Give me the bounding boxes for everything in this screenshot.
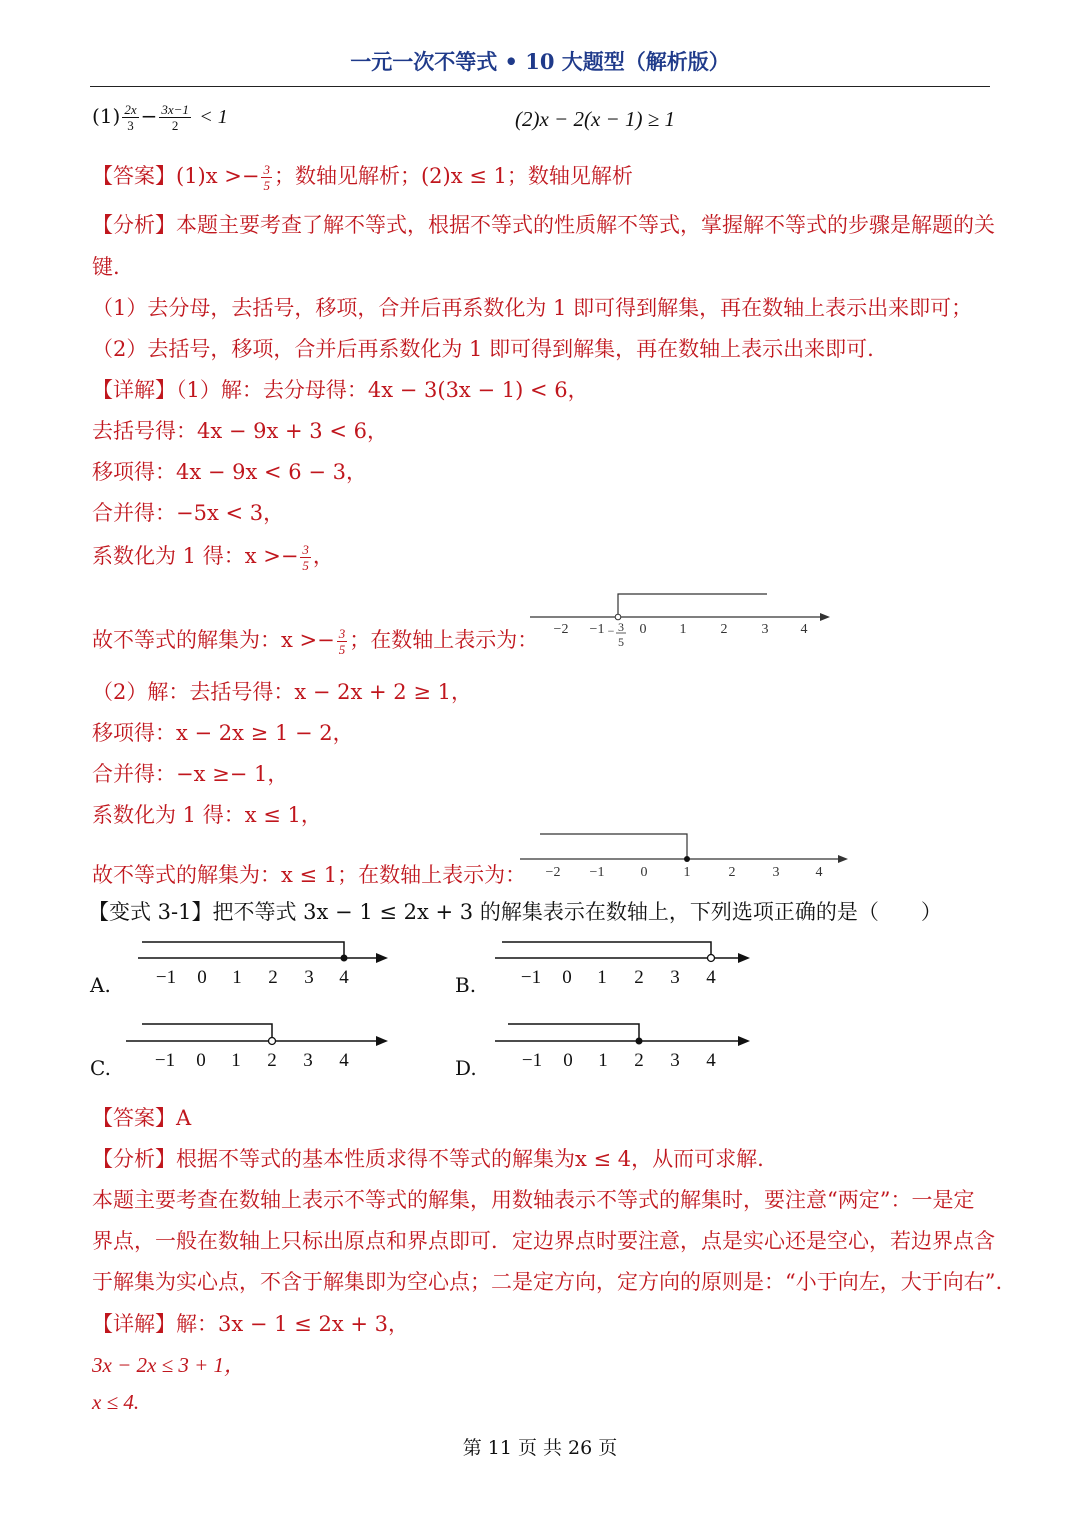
number-line-2-tick-label: 0 xyxy=(640,865,648,880)
option-b-tick-label: 1 xyxy=(597,967,607,988)
number-line-1-tick-label: 4 xyxy=(800,622,808,637)
option-d-arrow-icon xyxy=(738,1036,750,1046)
option-c[interactable] xyxy=(90,1018,400,1083)
problem-1-minus: − xyxy=(140,104,158,128)
answer-1-part-a: (1)x >− xyxy=(176,164,260,188)
detail-2-step-2: 3x − 2x ≤ 3 + 1， xyxy=(92,1353,246,1377)
number-line-2-solution-bracket xyxy=(540,834,687,857)
detail-1-step-5-comma: ， xyxy=(312,544,334,568)
answer-1-fraction: $\frac{3}{5}$ xyxy=(263,162,270,193)
analysis-2-text: 根据不等式的基本性质求得不等式的解集为x ≤ 4，从而可求解. xyxy=(176,1147,764,1171)
option-b-bracket xyxy=(502,942,711,954)
option-b-arrow-icon xyxy=(738,953,750,963)
analysis-1-line-1 xyxy=(92,209,995,239)
number-line-1-tick-label: −1 xyxy=(589,622,605,637)
option-b-tick-label: −1 xyxy=(520,967,542,988)
problem-1-rhs: < 1 xyxy=(199,106,228,128)
option-b[interactable] xyxy=(455,935,765,1000)
option-a-label: A. xyxy=(90,973,111,997)
option-d-tick-label: 2 xyxy=(634,1050,644,1071)
detail-2-step-1 xyxy=(92,1308,409,1338)
answer-1 xyxy=(92,160,633,192)
option-a-tick-label: 2 xyxy=(268,967,278,988)
option-a-tick-label: 0 xyxy=(197,967,207,988)
variant-question-text: 把不等式 3x − 1 ≤ 2x + 3 的解集表示在数轴上，下列选项正确的是（ ） xyxy=(212,900,942,924)
option-a-number-line xyxy=(130,935,395,995)
number-line-2-tick-label: −2 xyxy=(545,865,561,880)
detail-1-step-1-text: （1）解：去分母得：4x − 3(3x − 1) < 6， xyxy=(176,378,589,402)
number-line-1-tick-label: 0 xyxy=(639,622,647,637)
option-a-closed-point xyxy=(341,955,348,962)
detail-1-step-5 xyxy=(92,540,334,572)
number-line-1-tick-label: 2 xyxy=(720,622,728,637)
option-a-bracket xyxy=(142,942,344,956)
analysis-2-line-1 xyxy=(92,1143,764,1173)
number-line-2-arrow-icon xyxy=(838,855,848,863)
number-line-1-tick-label: 3 xyxy=(761,622,769,637)
option-c-open-point xyxy=(269,1038,276,1045)
number-line-2-tick-label: 2 xyxy=(728,865,736,880)
detail-1-step-6-text-b: ；在数轴上表示为： xyxy=(349,628,539,652)
option-b-number-line xyxy=(490,935,758,995)
variant-question xyxy=(88,896,942,926)
option-c-tick-label: 3 xyxy=(303,1050,313,1071)
option-c-arrow-icon xyxy=(376,1036,388,1046)
option-c-tick-label: 4 xyxy=(339,1050,349,1071)
analysis-1-text: 本题主要考查了解不等式，根据不等式的性质解不等式，掌握解不等式的步骤是解题的关 xyxy=(176,213,995,237)
option-b-tick-label: 0 xyxy=(562,967,572,988)
detail-tag: 【详解】 xyxy=(92,378,176,402)
option-d-number-line xyxy=(490,1018,758,1078)
option-a-tick-label: 3 xyxy=(304,967,314,988)
problem-1-label: (1) xyxy=(92,104,121,128)
answer-2 xyxy=(92,1102,191,1132)
option-d-bracket xyxy=(508,1024,639,1039)
option-d-closed-point xyxy=(636,1038,643,1045)
detail-1-step-3: 移项得：4x − 9x < 6 − 3， xyxy=(92,460,367,484)
answer-2-value: A xyxy=(176,1106,192,1130)
number-line-1-tick-label: −2 xyxy=(553,622,569,637)
analysis-tag: 【分析】 xyxy=(92,1147,176,1171)
analysis-2-line-4: 于解集为实心点，不含于解集即为空心点；二是定方向，定方向的原则是：“小于向左，大于向右”. xyxy=(92,1270,1003,1294)
option-c-number-line xyxy=(120,1018,392,1078)
detail-1-step-2: 去括号得：4x − 9x + 3 < 6， xyxy=(92,419,388,443)
detail-1-part2-step-4: 系数化为 1 得：x ≤ 1， xyxy=(92,803,322,827)
analysis-1-line-4: （2）去括号，移项，合并后再系数化为 1 即可得到解集，再在数轴上表示出来即可. xyxy=(92,337,874,361)
answer-tag: 【答案】 xyxy=(92,1106,176,1130)
number-line-1-boundary-num: 3 xyxy=(618,620,624,634)
option-d-tick-label: 3 xyxy=(670,1050,680,1071)
detail-1-step-4: 合并得：−5x < 3， xyxy=(92,501,285,525)
number-line-2-tick-label: 4 xyxy=(815,865,823,880)
option-c-tick-label: 2 xyxy=(267,1050,277,1071)
option-c-tick-label: 0 xyxy=(196,1050,206,1071)
number-line-2-tick-label: 3 xyxy=(772,865,780,880)
answer-1-part-b: ；数轴见解析；(2)x ≤ 1；数轴见解析 xyxy=(273,164,633,188)
option-b-label: B. xyxy=(455,973,477,997)
header-divider xyxy=(90,86,990,87)
number-line-1-solution-bracket xyxy=(618,594,767,614)
analysis-2-line-2: 本题主要考查在数轴上表示不等式的解集，用数轴表示不等式的解集时，要注意“两定”：一是定 xyxy=(92,1188,975,1212)
option-b-open-point xyxy=(708,955,715,962)
answer-tag: 【答案】 xyxy=(92,164,176,188)
detail-1-step-5-text: 系数化为 1 得：x >− xyxy=(92,544,299,568)
number-line-2-closed-point xyxy=(684,856,690,862)
detail-1-step-6 xyxy=(92,624,538,656)
analysis-1-line-3: （1）去分母，去括号，移项，合并后再系数化为 1 即可得到解集，再在数轴上表示出来即可； xyxy=(92,296,973,320)
option-d-tick-label: −1 xyxy=(521,1050,543,1071)
option-a-tick-label: −1 xyxy=(155,967,177,988)
analysis-1-line-2: 键. xyxy=(92,255,120,279)
number-line-1-boundary-sign: − xyxy=(607,624,615,638)
number-line-1-tick-label: 1 xyxy=(679,622,687,637)
problem-1-fraction-b: $\frac{3x-1}{2}$ xyxy=(161,102,189,133)
number-line-1 xyxy=(525,585,835,655)
option-d-label: D. xyxy=(455,1056,477,1080)
detail-2-step-1-text: 解：3x − 1 ≤ 2x + 3， xyxy=(176,1312,409,1336)
option-d-tick-label: 0 xyxy=(563,1050,573,1071)
detail-1-step-6-fraction: $\frac{3}{5}$ xyxy=(338,626,346,657)
problem-2: (2)x − 2(x − 1) ≥ 1 xyxy=(515,107,675,131)
option-c-tick-label: −1 xyxy=(154,1050,176,1071)
problem-1 xyxy=(92,103,228,132)
analysis-2-line-3: 界点，一般在数轴上只标出原点和界点即可．定边界点时要注意，点是实心还是空心，若边界点含 xyxy=(92,1229,995,1253)
option-a-tick-label: 1 xyxy=(232,967,242,988)
option-d-tick-label: 1 xyxy=(598,1050,608,1071)
detail-tag: 【详解】 xyxy=(92,1312,176,1336)
option-b-tick-label: 3 xyxy=(670,967,680,988)
detail-1-part2-step-2: 移项得：x − 2x ≥ 1 − 2， xyxy=(92,721,354,745)
detail-1-step-1 xyxy=(92,374,589,404)
detail-1-step-6-text-a: 故不等式的解集为：x >− xyxy=(92,628,335,652)
page-header-title: 一元一次不等式 • 10 大题型（解析版） xyxy=(350,49,730,74)
detail-1-part2-step-3: 合并得：−x ≥− 1， xyxy=(92,762,289,786)
option-d[interactable] xyxy=(455,1018,765,1083)
problem-1-fraction-a: $\frac{2x}{3}$ xyxy=(124,102,137,133)
option-a-tick-label: 4 xyxy=(339,967,349,988)
number-line-1-boundary-den: 5 xyxy=(618,635,624,649)
option-c-tick-label: 1 xyxy=(231,1050,241,1071)
number-line-1-open-point xyxy=(615,614,621,620)
option-c-label: C. xyxy=(90,1056,111,1080)
option-b-tick-label: 4 xyxy=(706,967,716,988)
detail-1-step-5-fraction: $\frac{3}{5}$ xyxy=(302,542,309,573)
detail-1-part2-step-1: （2）解：去括号得：x − 2x + 2 ≥ 1， xyxy=(92,680,472,704)
detail-1-part2-step-5: 故不等式的解集为：x ≤ 1；在数轴上表示为： xyxy=(92,863,527,887)
number-line-1-arrow-icon xyxy=(820,613,830,621)
number-line-2-tick-label: 1 xyxy=(683,865,691,880)
option-a[interactable] xyxy=(90,935,400,1000)
variant-tag: 【变式 3-1】 xyxy=(88,900,213,924)
number-line-2 xyxy=(515,828,855,884)
option-b-tick-label: 2 xyxy=(634,967,644,988)
detail-2-step-3: x ≤ 4. xyxy=(92,1390,140,1414)
option-c-bracket xyxy=(142,1024,272,1037)
analysis-tag: 【分析】 xyxy=(92,213,176,237)
option-d-tick-label: 4 xyxy=(706,1050,716,1071)
option-a-arrow-icon xyxy=(376,953,388,963)
number-line-2-tick-label: −1 xyxy=(589,865,605,880)
page-footer: 第 11 页 共 26 页 xyxy=(462,1437,618,1459)
